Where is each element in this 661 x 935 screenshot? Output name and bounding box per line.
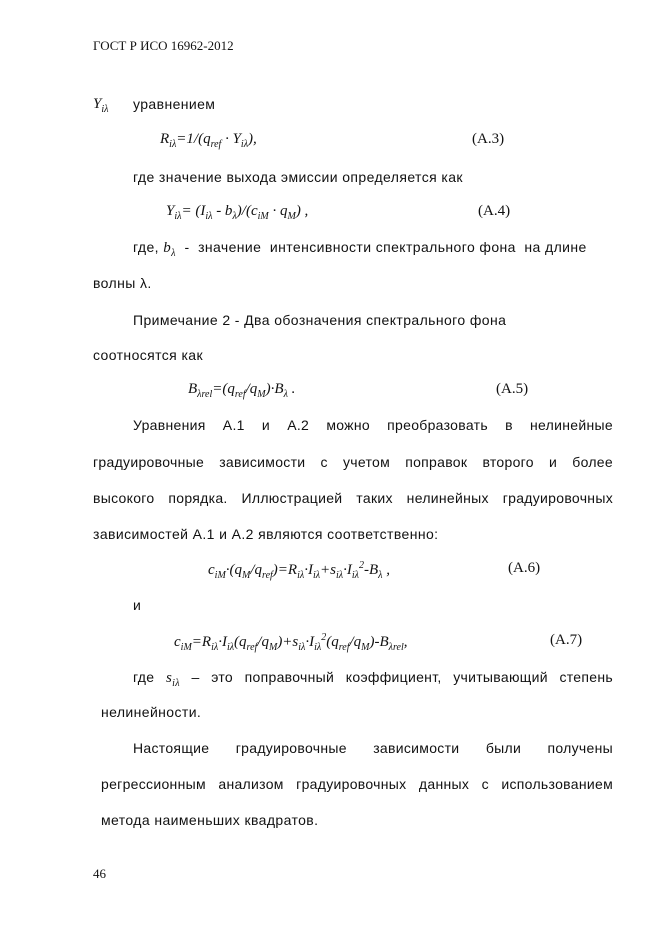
equation-a5: $B_{\lambda rel}=(q_{ref}/q_M)\cdot B_\lambda$ .: [188, 381, 296, 400]
document-header: ГОСТ Р ИСО 16962-2012: [93, 38, 234, 53]
text-wavelength: волны λ.: [93, 275, 152, 291]
equation-a3-number: (A.3): [472, 131, 505, 147]
paragraph-line: высокого порядка. Иллюстрацией таких нелинейных градуировочных: [93, 490, 613, 506]
text-and: и: [133, 597, 142, 613]
equation-a7-number: (A.7): [550, 632, 583, 648]
paragraph-line: регрессионным анализом градуировочных данных с использованием: [101, 776, 613, 792]
page-number: 46: [93, 866, 106, 881]
paragraph-line: нелинейности.: [101, 704, 202, 720]
equation-a6-number: (A.6): [508, 560, 541, 576]
paragraph-line: где $s_{i\lambda}$ – это поправочный коэффициент, учитывающий степень: [133, 669, 613, 689]
equation-a6: $c_{iM}\cdot(q_M/q_{ref})=R_{i\lambda}\cdot I_{i\lambda}+s_{i\lambda}\cdot I_{i\lambda}^2-B_\lambda$ ,: [208, 560, 390, 581]
variable-y: $Y_{i\lambda}$: [93, 96, 109, 115]
text-equation-intro: уравнением: [133, 96, 216, 112]
paragraph-line: градуировочные зависимости с учетом поправок второго и более: [93, 454, 613, 470]
equation-a3: $R_{i\lambda}=1/(q_{ref} \cdot Y_{i\lambda})$,: [160, 131, 257, 150]
text-yield-definition: где значение выхода эмиссии определяется как: [133, 169, 463, 185]
equation-a5-number: (A.5): [496, 381, 529, 397]
paragraph-line: метода наименьших квадратов.: [101, 812, 319, 828]
paragraph-line: Настоящие градуировочные зависимости были получены: [133, 740, 613, 756]
paragraph-line: зависимостей А.1 и А.2 являются соответственно:: [93, 526, 439, 542]
paragraph-line: Уравнения А.1 и А.2 можно преобразовать в нелинейные: [133, 417, 613, 433]
text-background-def: где, $b_\lambda$ - значение интенсивности спектрального фона на длине: [133, 239, 587, 259]
equation-a7: $c_{iM}=R_{i\lambda}\cdot I_{i\lambda}(q_{ref}/q_M)+s_{i\lambda}\cdot I_{i\lambda}^2(q_{ref}/q_M)-B_{\lambda rel}$,: [174, 632, 408, 653]
note-text: соотносятся как: [93, 347, 204, 363]
equation-a4-number: (A.4): [478, 203, 511, 219]
equation-a4: $Y_{i\lambda}= (I_{i\lambda} - b_\lambda)/(c_{iM} \cdot q_M)$ ,: [166, 203, 309, 222]
note-title: Примечание 2 - Два обозначения спектрального фона: [133, 312, 507, 328]
